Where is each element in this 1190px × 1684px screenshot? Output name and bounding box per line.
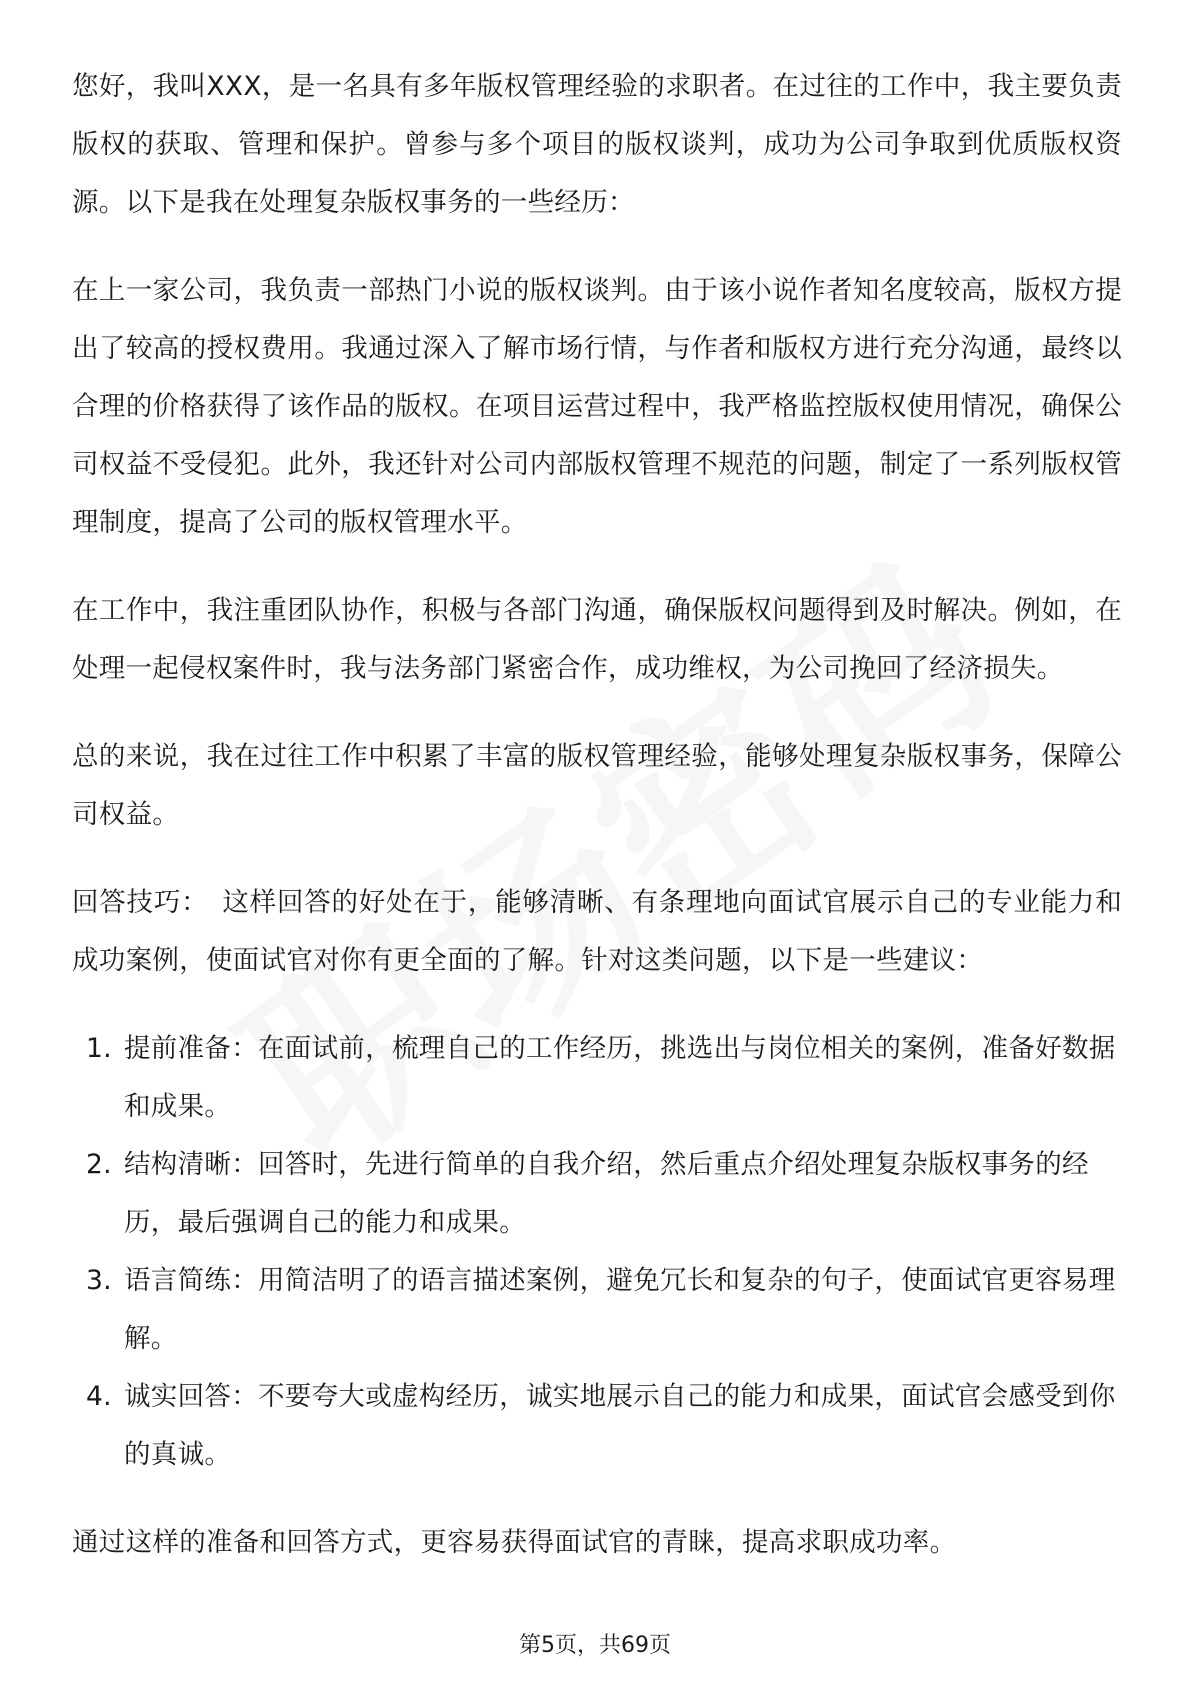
list-item: [72, 1368, 1122, 1484]
document-body: [72, 58, 1122, 1602]
list-item-number: 4.: [86, 1381, 112, 1412]
tips-list: [72, 1020, 1122, 1484]
paragraph-teamwork: 在工作中，我注重团队协作，积极与各部门沟通，确保版权问题得到及时解决。例如，在处理一起侵权案件时，我与法务部门紧密合作，成功维权，为公司挽回了经济损失。: [72, 595, 1122, 684]
list-item-number: 2.: [86, 1149, 112, 1180]
page-number: 第5页，共69页: [519, 1633, 671, 1658]
list-item: [72, 1252, 1122, 1368]
list-item: [72, 1136, 1122, 1252]
list-item-text: 语言简练：用简洁明了的语言描述案例，避免冗长和复杂的句子，使面试官更容易理解。: [124, 1265, 1116, 1354]
tips-label: 回答技巧：: [72, 887, 209, 918]
paragraph-tips-intro: [72, 874, 1122, 990]
list-item-text: 结构清晰：回答时，先进行简单的自我介绍，然后重点介绍处理复杂版权事务的经历，最后强调自己的能力和成果。: [124, 1149, 1089, 1238]
paragraph-intro: 您好，我叫XXX，是一名具有多年版权管理经验的求职者。在过往的工作中，我主要负责版权的获取、管理和保护。曾参与多个项目的版权谈判，成功为公司争取到优质版权资源。以下是我在处理复杂版权事务的一些经历：: [72, 71, 1122, 218]
list-item-text: 诚实回答：不要夸大或虚构经历，诚实地展示自己的能力和成果，面试官会感受到你的真诚。: [124, 1381, 1116, 1470]
list-item-number: 1.: [86, 1033, 112, 1064]
list-item-text: 提前准备：在面试前，梳理自己的工作经历，挑选出与岗位相关的案例，准备好数据和成果。: [124, 1033, 1116, 1122]
tips-intro-text: 这样回答的好处在于，能够清晰、有条理地向面试官展示自己的专业能力和成功案例，使面试官对你有更全面的了解。针对这类问题，以下是一些建议：: [72, 887, 1123, 976]
paragraph-experience: 在上一家公司，我负责一部热门小说的版权谈判。由于该小说作者知名度较高，版权方提出了较高的授权费用。我通过深入了解市场行情，与作者和版权方进行充分沟通，最终以合理的价格获得了该作品的版权。在项目运营过程中，我严格监控版权使用情况，确保公司权益不受侵犯。此外，我还针对公司内部版权管理不规范的问题，制定了一系列版权管理制度，提高了公司的版权管理水平。: [72, 275, 1122, 538]
list-item-number: 3.: [86, 1265, 112, 1296]
list-item: [72, 1020, 1122, 1136]
paragraph-closing: 通过这样的准备和回答方式，更容易获得面试官的青睐，提高求职成功率。: [72, 1527, 957, 1558]
paragraph-summary: 总的来说，我在过往工作中积累了丰富的版权管理经验，能够处理复杂版权事务，保障公司权益。: [72, 741, 1122, 830]
